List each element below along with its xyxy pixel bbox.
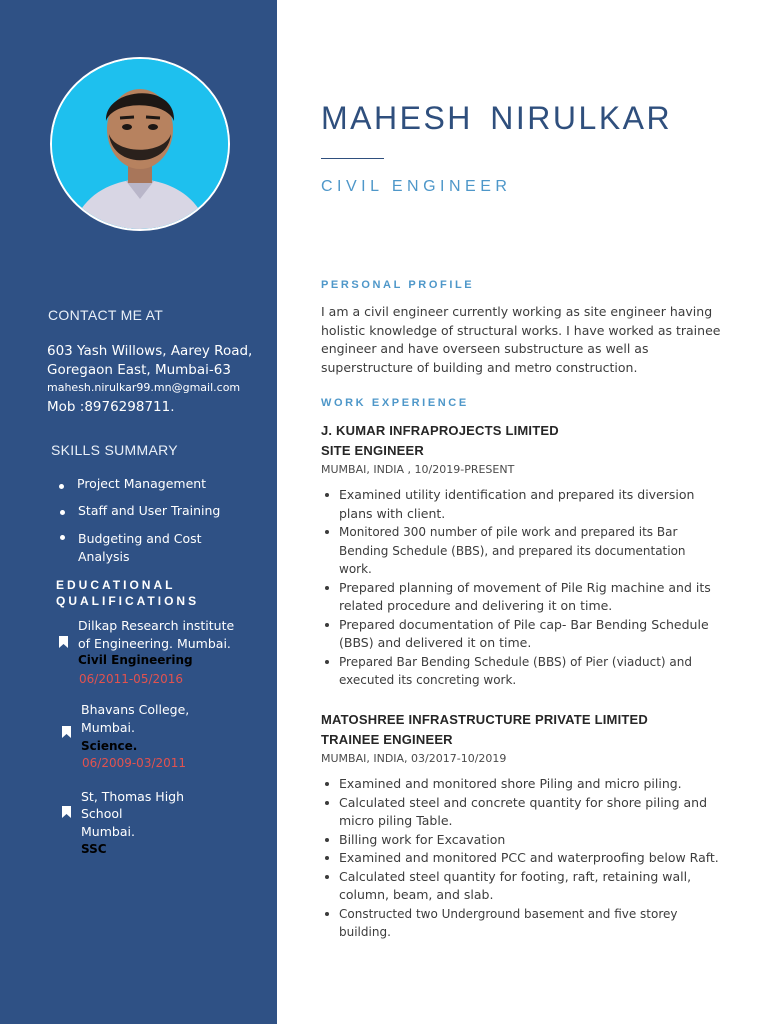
skills-heading: SKILLS SUMMARY (51, 442, 178, 458)
job-company: MATOSHREE INFRASTRUCTURE PRIVATE LIMITED (321, 712, 648, 727)
experience-heading: WORK EXPERIENCE (321, 397, 469, 409)
email-link[interactable]: mahesh.nirulkar99.mn@gmail.com (47, 381, 241, 394)
education-school-continued: Mumbai. (81, 824, 135, 839)
job-duty: Examined utility identification and prepared its diversion plans with client. (321, 486, 721, 523)
education-school-continued: of Engineering. Mumbai. (78, 636, 231, 651)
profile-photo (50, 57, 230, 231)
skill-item: Budgeting and Cost (78, 531, 202, 546)
education-heading-line-1: EDUCATIONAL (56, 578, 176, 592)
skill-item-continued: Analysis (78, 549, 130, 564)
bookmark-icon (62, 806, 71, 818)
person-name: MAHESH NIRULKAR (321, 100, 673, 136)
education-degree: Civil Engineering (78, 653, 193, 667)
education-degree: Science. (81, 739, 138, 753)
address-line-2: Goregaon East, Mumbai-63 (47, 362, 231, 378)
education-school-continued: School (81, 806, 123, 821)
phone-number[interactable]: Mob :8976298711. (47, 399, 175, 415)
skill-bullet-icon (60, 535, 65, 540)
bookmark-icon (62, 726, 71, 738)
person-role: CIVIL ENGINEER (321, 178, 512, 195)
skill-bullet-icon (59, 484, 64, 489)
job-duty: Prepared planning of movement of Pile Rig machine and its related procedure and delivering it on time. (321, 579, 721, 616)
education-dates: 06/2011-05/2016 (79, 672, 184, 686)
job-duty: Prepared documentation of Pile cap- Bar Bending Schedule (BBS) and delivered it on time. (321, 616, 721, 653)
education-school-continued: Mumbai. (81, 720, 135, 735)
person-photo-icon (52, 59, 228, 229)
education-degree: SSC (81, 842, 107, 856)
job-meta: MUMBAI, INDIA , 10/2019-PRESENT (321, 463, 515, 476)
profile-heading: PERSONAL PROFILE (321, 279, 475, 291)
job-title: SITE ENGINEER (321, 443, 425, 458)
job-meta: MUMBAI, INDIA, 03/2017-10/2019 (321, 752, 507, 765)
skill-bullet-icon (60, 510, 65, 515)
education-school: St, Thomas High (81, 789, 185, 804)
sidebar (0, 0, 277, 1024)
job-duties-list (321, 486, 721, 690)
bookmark-icon (59, 636, 68, 648)
job-duty: Billing work for Excavation (321, 831, 721, 850)
education-school: Dilkap Research institute (78, 618, 235, 633)
job-company: J. KUMAR INFRAPROJECTS LIMITED (321, 423, 559, 438)
contact-heading: CONTACT ME AT (48, 307, 164, 323)
skill-item: Staff and User Training (78, 503, 221, 518)
education-school: Bhavans College, (81, 702, 190, 717)
name-divider (321, 158, 384, 159)
education-dates: 06/2009-03/2011 (82, 756, 187, 770)
education-heading-line-2: QUALIFICATIONS (56, 594, 200, 608)
job-duty: Constructed two Underground basement and five storey building. (321, 905, 721, 942)
address-line-1: 603 Yash Willows, Aarey Road, (47, 343, 253, 359)
education-heading (56, 577, 256, 609)
job-duty: Calculated steel quantity for footing, raft, retaining wall, column, beam, and slab. (321, 868, 721, 905)
job-duty: Prepared Bar Bending Schedule (BBS) of Pier (viaduct) and executed its concreting work. (321, 653, 721, 690)
job-duties-list (321, 775, 721, 942)
job-title: TRAINEE ENGINEER (321, 732, 453, 747)
job-duty: Examined and monitored shore Piling and micro piling. (321, 775, 721, 794)
job-duty: Examined and monitored PCC and waterproofing below Raft. (321, 849, 721, 868)
skill-item: Project Management (77, 476, 207, 491)
job-duty: Calculated steel and concrete quantity for shore piling and micro piling Table. (321, 794, 721, 831)
profile-text: I am a civil engineer currently working as site engineer having holistic knowledge of structural works. I have worked as trainee engineer and have overseen substructure as well as superstructure of building and metro construction. (321, 304, 721, 375)
job-duty: Monitored 300 number of pile work and prepared its Bar Bending Schedule (BBS), and prepared its documentation work. (321, 523, 721, 579)
